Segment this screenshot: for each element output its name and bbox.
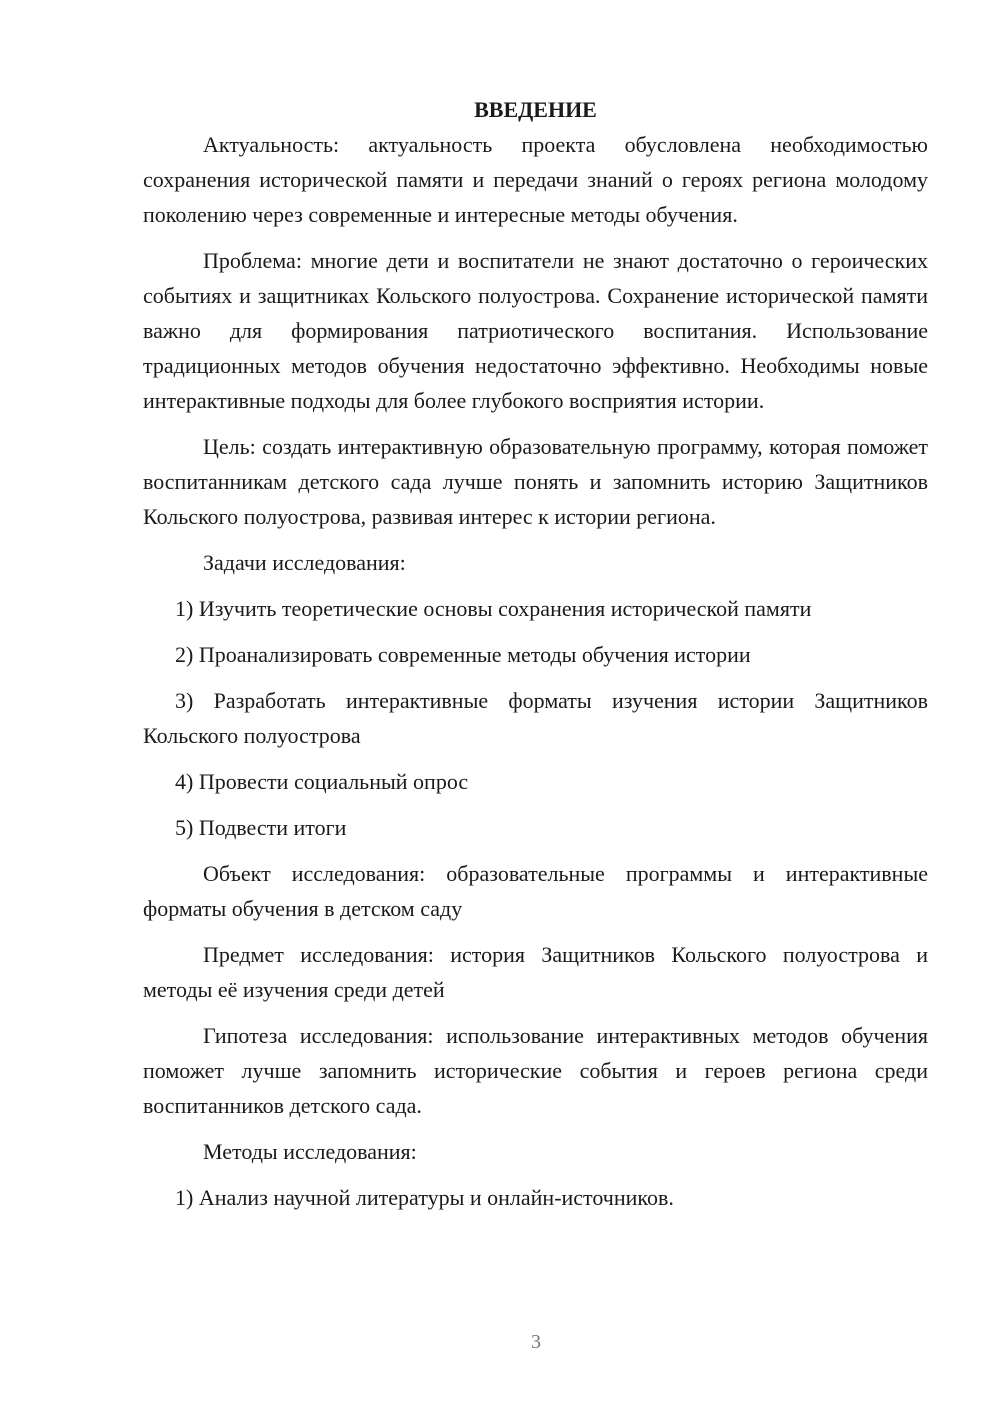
method-item: 1) Анализ научной литературы и онлайн-источников.	[175, 1185, 674, 1210]
tasks-heading: Задачи исследования:	[203, 550, 406, 575]
task-item: 1) Изучить теоретические основы сохранения исторической памяти	[175, 596, 812, 621]
paragraph-hypothesis: Гипотеза исследования: использование интерактивных методов обучения поможет лучше запомнить исторические события и героев региона среди воспитанников детского сада.	[143, 1023, 928, 1118]
paragraph-problem: Проблема: многие дети и воспитатели не знают достаточно о героических событиях и защитниках Кольского полуострова. Сохранение исторической памяти важно для формирования патриотического воспитания. Использование традиционных методов обучения недостаточно эффективно. Необходимы новые интерактивные подходы для более глубокого восприятия истории.	[143, 248, 928, 413]
paragraph-subject: Предмет исследования: история Защитников Кольского полуострова и методы её изучения среди детей	[143, 942, 928, 1002]
paragraph-goal: Цель: создать интерактивную образовательную программу, которая поможет воспитанникам детского сада лучше понять и запомнить историю Защитников Кольского полуострова, развивая интерес к истории региона.	[143, 434, 928, 529]
document-page	[143, 92, 928, 1226]
task-item: 2) Проанализировать современные методы обучения истории	[175, 642, 751, 667]
section-title: ВВЕДЕНИЕ	[474, 97, 597, 122]
task-item: 4) Провести социальный опрос	[175, 769, 469, 794]
task-item: 3) Разработать интерактивные форматы изучения истории Защитников Кольского полуострова	[143, 688, 928, 748]
paragraph-object: Объект исследования: образовательные программы и интерактивные форматы обучения в детском саду	[143, 861, 928, 921]
methods-heading: Методы исследования:	[203, 1139, 417, 1164]
paragraph-relevance: Актуальность: актуальность проекта обусловлена необходимостью сохранения исторической памяти и передачи знаний о героях региона молодому поколению через современные и интересные методы обучения.	[143, 132, 928, 227]
task-item: 5) Подвести итоги	[175, 815, 347, 840]
page-number: 3	[531, 1331, 541, 1353]
